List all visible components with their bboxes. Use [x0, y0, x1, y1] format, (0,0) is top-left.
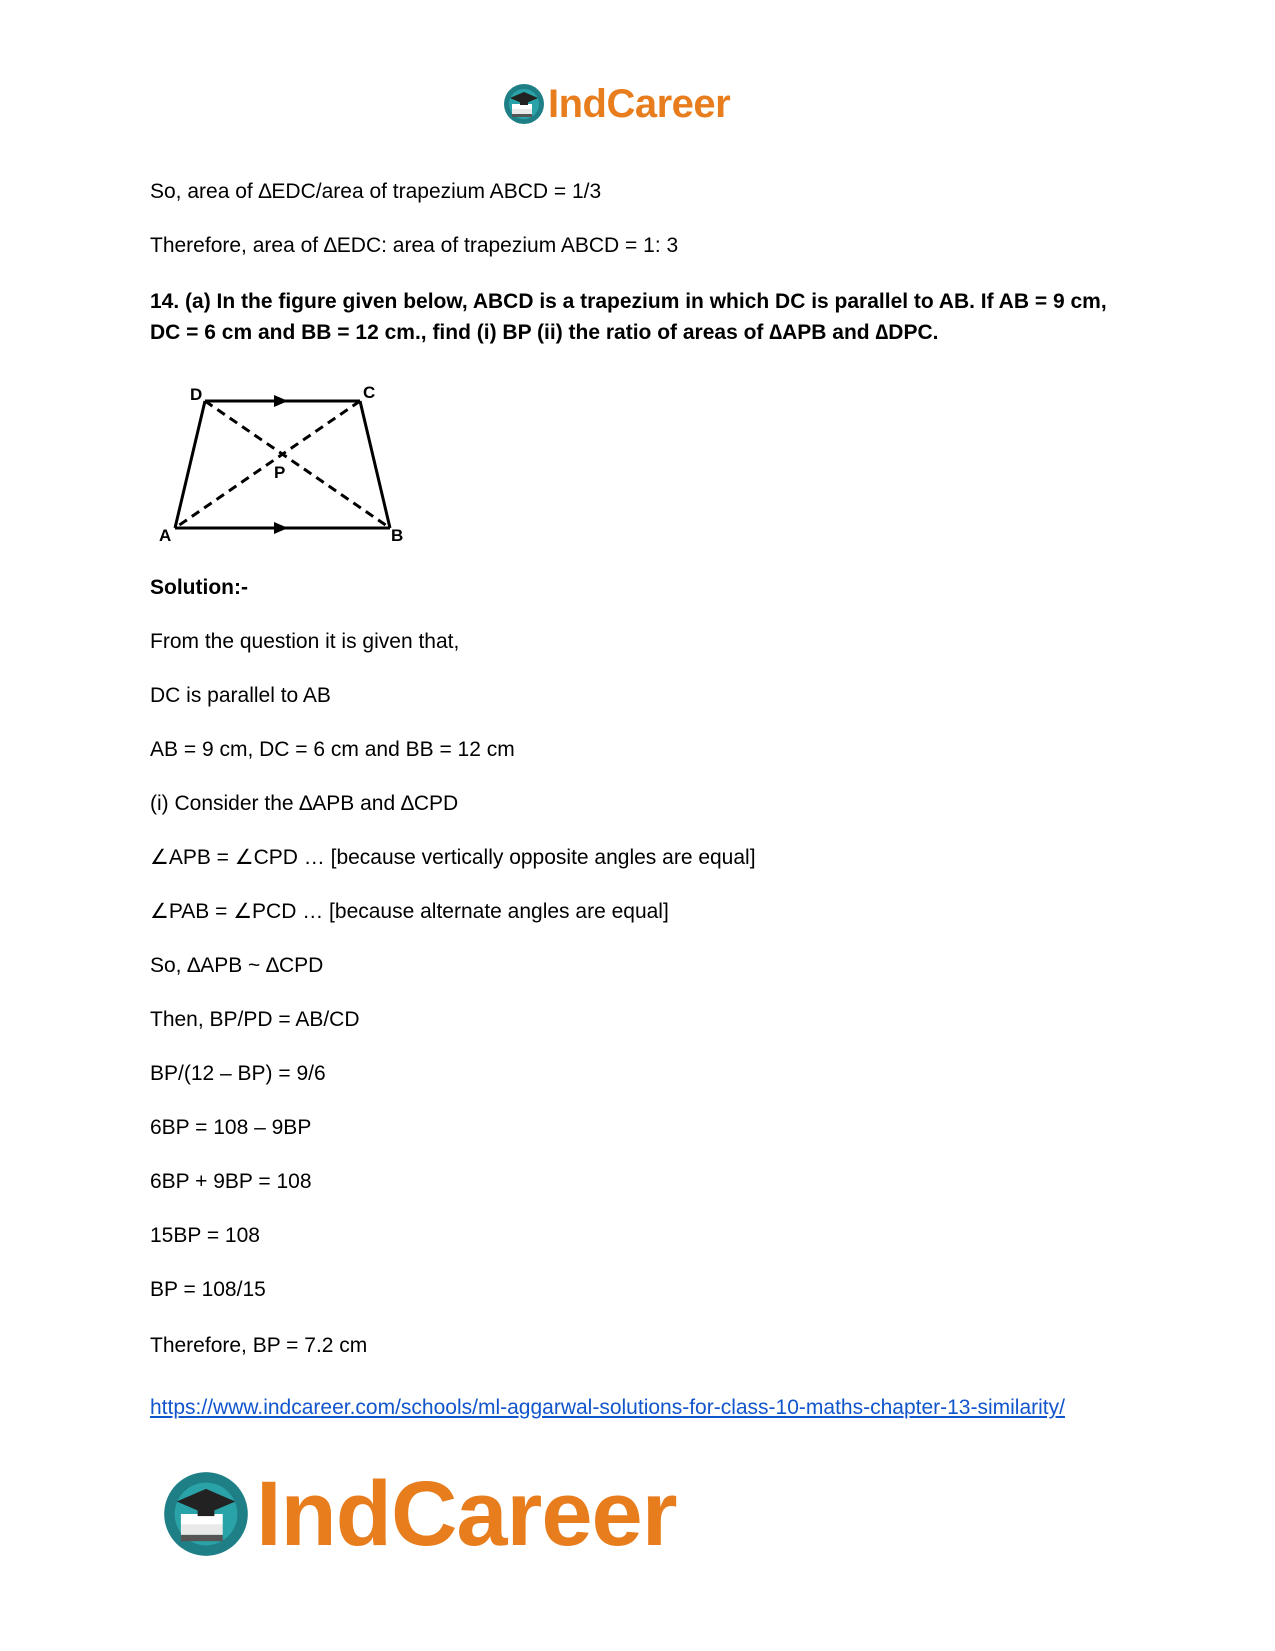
text-line: 6BP = 108 – 9BP: [150, 1116, 312, 1139]
vertex-label-c: C: [363, 383, 376, 402]
logo-wordmark: IndCareer: [256, 1462, 677, 1565]
text-line: (i) Consider the ∆APB and ∆CPD: [150, 792, 459, 815]
text-line: ∠APB = ∠CPD … [because vertically opposite angles are equal]: [150, 846, 756, 869]
source-link[interactable]: https://www.indcareer.com/schools/ml-aggarwal-solutions-for-class-10-maths-chapter-13-similarity/: [150, 1396, 1065, 1419]
text-line: So, ∆APB ~ ∆CPD: [150, 954, 324, 977]
trapezium-figure: [150, 378, 410, 553]
text-line: ∠PAB = ∠PCD … [because alternate angles are equal]: [150, 900, 669, 923]
vertex-label-d: D: [190, 385, 203, 404]
question-text: 14. (a) In the figure given below, ABCD is a trapezium in which DC is parallel to AB. If AB = 9 cm, DC = 6 cm and BB = 12 cm., find (i) BP (ii) the ratio of areas of ∆APB and ∆DPC.: [150, 290, 1107, 344]
text-line: Therefore, area of ∆EDC: area of trapezium ABCD = 1: 3: [150, 234, 679, 257]
text-line: BP/(12 – BP) = 9/6: [150, 1062, 326, 1085]
text-line: From the question it is given that,: [150, 630, 460, 653]
solution-heading: Solution:-: [150, 576, 248, 599]
vertex-label-b: B: [391, 526, 404, 545]
text-line: 15BP = 108: [150, 1224, 260, 1247]
point-label-p: P: [274, 463, 286, 482]
text-line: DC is parallel to AB: [150, 684, 331, 707]
graduation-book-icon: [160, 1468, 252, 1560]
logo-wordmark: IndCareer: [548, 81, 731, 126]
text-line: So, area of ∆EDC/area of trapezium ABCD = 1/3: [150, 180, 602, 203]
footer-logo: [160, 1464, 677, 1564]
text-line: Then, BP/PD = AB/CD: [150, 1008, 360, 1031]
text-line: AB = 9 cm, DC = 6 cm and BB = 12 cm: [150, 738, 515, 761]
text-line: 6BP + 9BP = 108: [150, 1170, 312, 1193]
header-logo: [502, 80, 730, 128]
graduation-book-icon: [502, 82, 546, 126]
text-line: BP = 108/15: [150, 1278, 266, 1301]
vertex-label-a: A: [159, 526, 172, 545]
text-line: Therefore, BP = 7.2 cm: [150, 1334, 368, 1357]
